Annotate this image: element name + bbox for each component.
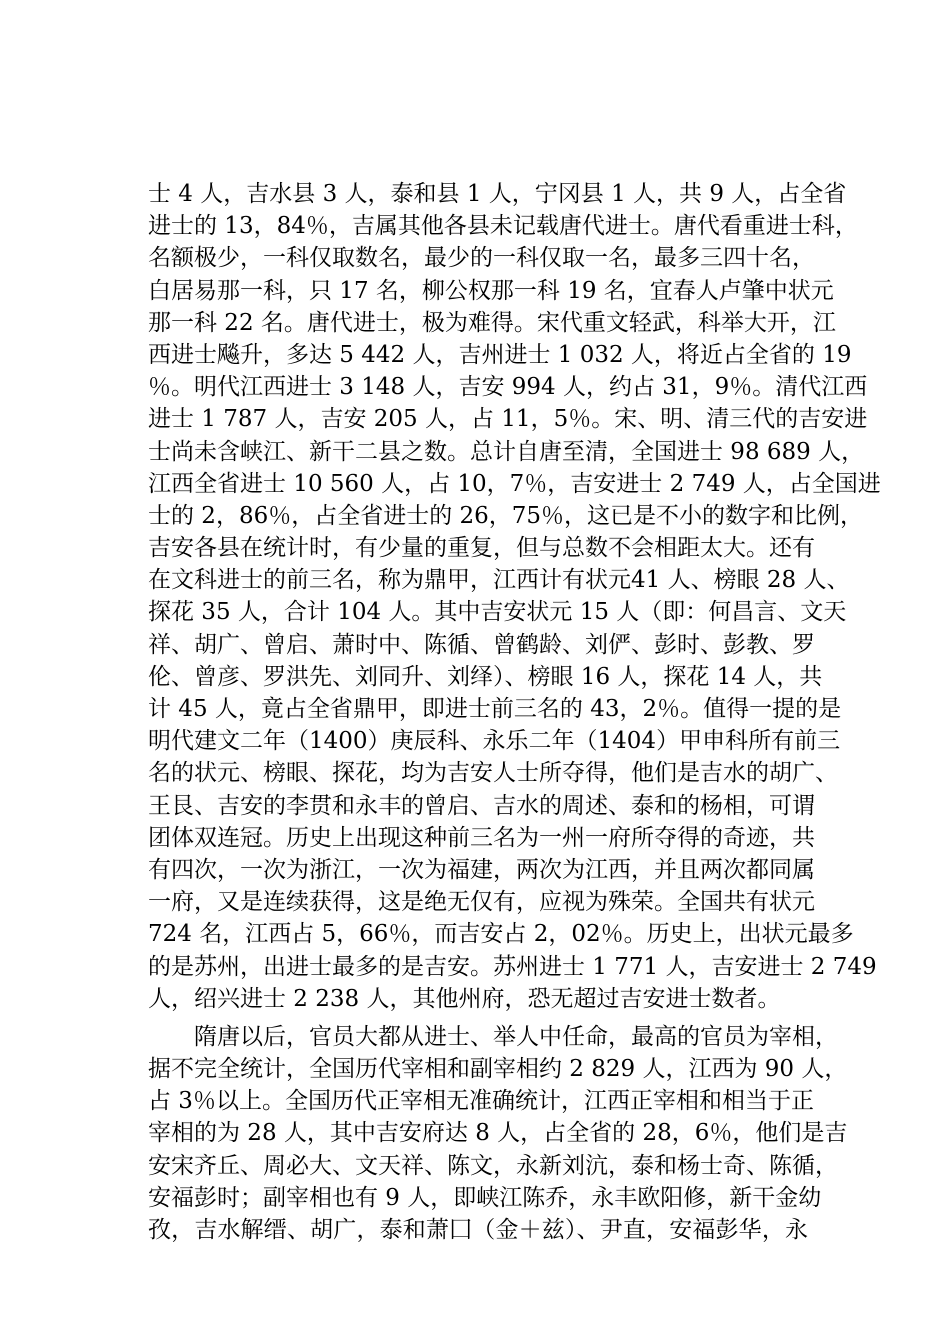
text-line: 江西全省进士 10 560 人，占 10，7％，吉安进士 2 749 人，占全国进 <box>148 470 881 497</box>
text-line: 人，绍兴进士 2 238 人，其他州府，恐无超过吉安进士数者。 <box>148 985 781 1012</box>
text-line: 名的状元、榜眼、探花，均为吉安人士所夺得，他们是吉水的胡广、 <box>148 760 838 787</box>
text-line: 那一科 22 名。唐代进士，极为难得。宋代重文轻武，科举大开，江 <box>148 309 836 336</box>
text-line: 宰相的为 28 人，其中吉安府达 8 人，占全省的 28，6％，他们是吉 <box>148 1120 848 1147</box>
text-line: 王艮、吉安的李贯和永丰的曾启、吉水的周述、泰和的杨相，可谓 <box>148 792 815 819</box>
text-line: 的是苏州，出进士最多的是吉安。苏州进士 1 771 人，吉安进士 2 749 <box>148 953 877 980</box>
text-line: ％。明代江西进士 3 148 人，吉安 994 人，约占 31，9％。清代江西 <box>148 374 868 401</box>
text-line: 团体双连冠。历史上出现这种前三名为一州一府所夺得的奇迹，共 <box>148 824 815 851</box>
text-line: 一府，又是连续获得，这是绝无仅有，应视为殊荣。全国共有状元 <box>148 889 815 916</box>
text-line: 探花 35 人，合计 104 人。其中吉安状元 15 人（即：何昌言、文天 <box>148 599 847 626</box>
text-line: 占 3％以上。全国历代正宰相无准确统计，江西正宰相和相当于正 <box>148 1088 814 1115</box>
text-line: 士的 2，86％，占全省进士的 26，75％，这已是不小的数字和比例， <box>148 502 864 529</box>
text-line: 据不完全统计，全国历代宰相和副宰相约 2 829 人，江西为 90 人， <box>148 1056 848 1083</box>
text-line: 西进士飚升，多达 5 442 人，吉州进士 1 032 人，将近占全省的 19 <box>148 341 852 368</box>
text-line: 计 45 人，竟占全省鼎甲，即进士前三名的 43，2％。值得一提的是 <box>148 696 842 722</box>
text-line: 名额极少，一科仅取数名，最少的一科仅取一名，最多三四十名， <box>148 245 815 272</box>
text-line: 孜，吉水解缙、胡广，泰和萧囗（金＋兹）、尹直，安福彭华，永 <box>148 1217 808 1243</box>
document-page <box>148 178 881 1246</box>
text-line: 有四次，一次为浙江，一次为福建，两次为江西，并且两次都同属 <box>148 856 815 883</box>
text-line: 士 4 人，吉水县 3 人，泰和县 1 人，宁冈县 1 人，共 9 人，占全省 <box>148 181 847 207</box>
text-line: 进士 1 787 人，吉安 205 人，占 11，5％。宋、明、清三代的吉安进 <box>148 406 868 433</box>
paragraph-1 <box>148 178 881 1015</box>
text-line: 在文科进士的前三名，称为鼎甲，江西计有状元41 人、榜眼 28 人、 <box>148 567 850 594</box>
text-line: 安福彭时；副宰相也有 9 人，即峡江陈乔，永丰欧阳修，新干金幼 <box>148 1184 822 1211</box>
text-line: 724 名，江西占 5，66％，而吉安占 2，02％。历史上，出状元最多 <box>148 921 854 948</box>
text-line: 吉安各县在统计时，有少量的重复，但与总数不会相距太大。还有 <box>148 535 815 562</box>
text-line: 进士的 13，84％，吉属其他各县未记载唐代进士。唐代看重进士科， <box>148 213 858 240</box>
text-line: 士尚未含峡江、新干二县之数。总计自唐至清，全国进士 98 689 人， <box>148 438 865 465</box>
text-line: 安宋齐丘、周必大、文天祥、陈文，永新刘沆，泰和杨士奇、陈循， <box>148 1152 838 1179</box>
text-line: 祥、胡广、曾启、萧时中、陈循、曾鹤龄、刘俨、彭时、彭教、罗 <box>148 631 815 658</box>
text-line: 伦、曾彦、罗洪先、刘同升、刘绎）、榜眼 16 人，探花 14 人，共 <box>148 663 823 690</box>
text-line: 白居易那一科，只 17 名，柳公权那一科 19 名，宜春人卢肇中状元 <box>148 277 834 304</box>
paragraph-2 <box>148 1021 848 1246</box>
text-line: 隋唐以后，官员大都从进士、举人中任命，最高的官员为宰相， <box>194 1023 838 1050</box>
text-line: 明代建文二年（1400）庚辰科、永乐二年（1404）甲申科所有前三 <box>148 728 841 755</box>
